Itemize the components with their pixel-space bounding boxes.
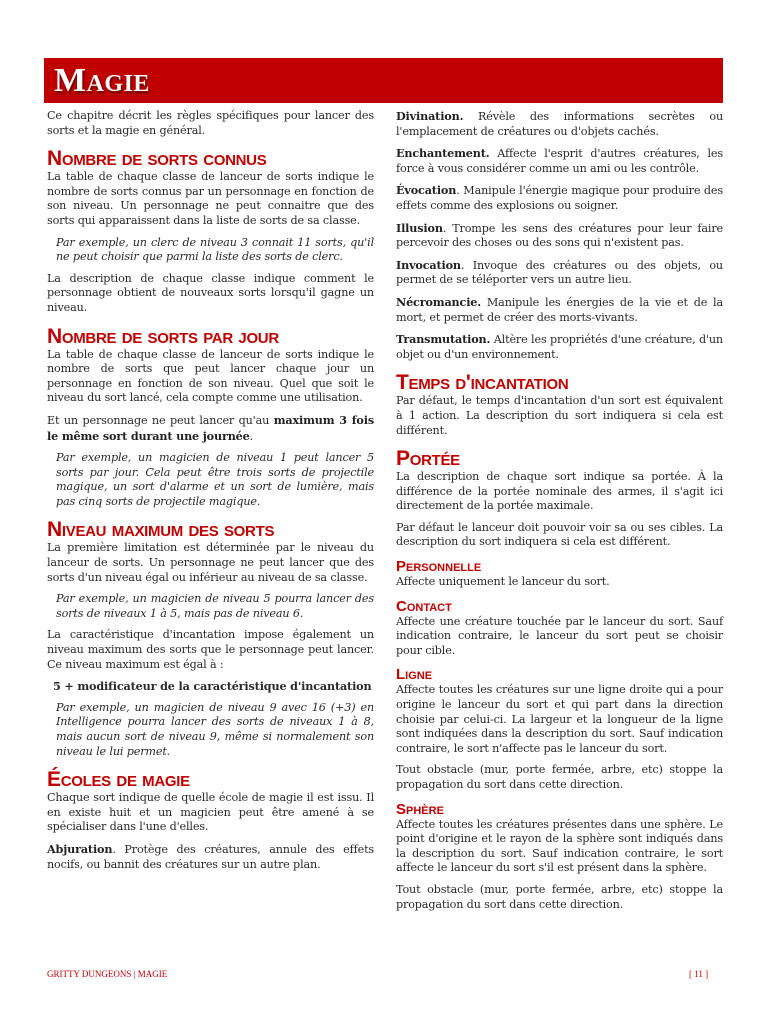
- paragraph: Tout obstacle (mur, porte fermée, arbre, etc) stoppe la propagation du sort dans cette direction.: [396, 882, 723, 911]
- school-name: Invocation: [396, 257, 461, 272]
- intro-paragraph: Ce chapitre décrit les règles spécifiques pour lancer des sorts et la magie en général.: [47, 109, 374, 137]
- paragraph: La caractéristique d'incantation impose également un niveau maximum des sorts que le personnage peut lancer. Ce niveau maximum est égal à :: [47, 628, 374, 671]
- school-divination: [396, 109, 723, 139]
- subheading-personnelle: Personnelle: [396, 558, 482, 576]
- school-name: Illusion: [396, 220, 443, 235]
- paragraph: Par défaut le lanceur doit pouvoir voir sa ou ses cibles. La description du sort indiquera si cela est différent.: [396, 520, 723, 549]
- school-text: Altère les propriétés d'une créature, d'un objet ou d'un environnement.: [396, 333, 723, 361]
- school-name: Divination.: [396, 109, 464, 123]
- paragraph: Chaque sort indique de quelle école de magie il est issu. Il en existe huit et un magicien peut être amené à se spécialiser dans l'une d'elles.: [47, 791, 374, 834]
- school-name: Enchantement.: [396, 146, 490, 161]
- paragraph: La description de chaque sort indique sa portée. À la différence de la portée nominale des armes, il s'agit ici directement de la portée maximale.: [396, 470, 723, 513]
- school-text: . Invoque des créatures ou des objets, ou permet de se téléporter vers un autre lieu.: [396, 258, 723, 287]
- school-text: Manipule les énergies de la vie et de la mort, et permet de créer des morts-vivants.: [396, 295, 723, 324]
- paragraph: Affecte toutes les créatures présentes dans une sphère. Le point d'origine et le rayon de la sphère sont indiqués dans la description du sort. Sauf indication contraire, le sort affecte le lanceur du sort s'il est présent dans la sphère.: [396, 817, 723, 875]
- school-text: Révèle des informations secrètes ou l'emplacement de créatures ou d'objets cachés.: [396, 110, 723, 138]
- page-number: [ 11 ]: [689, 969, 709, 979]
- example-paragraph: Par exemple, un clerc de niveau 3 connait 11 sorts, qu'il ne peut choisir que parmi la liste des sorts de clerc.: [56, 235, 374, 264]
- school-text: Affecte l'esprit d'autres créatures, les force à vous considérer comme un ami ou les contrôle.: [396, 147, 723, 175]
- school-enchantement: [396, 146, 723, 176]
- heading-ecoles-de-magie: Écoles de magie: [47, 768, 190, 792]
- paragraph: La première limitation est déterminée par le niveau du lanceur de sorts. Un personnage ne peut lancer que des sorts d'un niveau égal ou inférieur au niveau de sa classe.: [47, 541, 374, 584]
- text-span: .: [249, 429, 254, 443]
- chapter-title: Magie: [54, 62, 150, 99]
- paragraph-maximum: [47, 413, 374, 444]
- paragraph: Par défaut, le temps d'incantation d'un sort est équivalent à 1 action. La description du sort indiquera si cela est différent.: [396, 394, 723, 437]
- heading-niveau-maximum: Niveau maximum des sorts: [47, 518, 275, 542]
- school-name: Abjuration: [47, 841, 113, 856]
- example-paragraph: Par exemple, un magicien de niveau 9 avec 16 (+3) en Intelligence pourra lancer des sorts de niveaux 1 à 8, mais aucun sort de niveau 9, même si normalement son niveau le lui permet.: [56, 700, 374, 758]
- paragraph: Affecte une créature touchée par le lanceur du sort. Sauf indication contraire, le lanceur du sort peut se choisir pour cible.: [396, 614, 723, 657]
- school-name: Transmutation.: [396, 332, 491, 347]
- paragraph: Affecte toutes les créatures sur une ligne droite qui a pour origine le lanceur du sort et qui part dans la direction choisie par celui-ci. La largeur et la longueur de la ligne sont indiquées dans la description du sort. Sauf indication contraire, le sort n'affecte pas le lanceur du sort.: [396, 683, 723, 755]
- paragraph: La table de chaque classe de lanceur de sorts indique le nombre de sorts que peut lancer chaque jour un personnage en fonction de son niveau. Quel que soit le niveau du sort lancé, cela compte comme une utilisation.: [47, 347, 374, 405]
- school-text: . Trompe les sens des créatures pour leur faire percevoir des choses ou des sons qui n'existent pas.: [396, 221, 723, 250]
- heading-temps-incantation: Temps d'incantation: [396, 371, 569, 395]
- footer-book-title: GRITTY DUNGEONS | MAGIE: [47, 969, 168, 979]
- right-column: [396, 109, 723, 919]
- bold-text: maximum 3 fois le même sort durant une journée: [47, 412, 374, 443]
- school-name: Évocation: [396, 183, 457, 198]
- school-abjuration: [47, 842, 374, 872]
- subheading-sphere: Sphère: [396, 800, 444, 818]
- formula: 5 + modificateur de la caractéristique d'incantation: [53, 679, 372, 694]
- subheading-ligne: Ligne: [396, 666, 433, 684]
- example-paragraph: Par exemple, un magicien de niveau 1 peut lancer 5 sorts par jour. Cela peut être trois sorts de projectile magique, un sort d'alarme et un sort de lumière, mais pas cinq sorts de projectile magique.: [56, 451, 374, 508]
- school-evocation: [396, 183, 723, 213]
- paragraph: La description de chaque classe indique comment le personnage obtient de nouveaux sorts lorsqu'il gagne un niveau.: [47, 271, 374, 314]
- heading-nombre-sorts-par-jour: Nombre de sorts par jour: [47, 324, 279, 348]
- school-necromancie: [396, 295, 723, 325]
- left-column: [47, 109, 374, 879]
- paragraph: Affecte uniquement le lanceur du sort.: [396, 575, 610, 589]
- subheading-contact: Contact: [396, 597, 452, 615]
- school-text: . Manipule l'énergie magique pour produire des effets comme des explosions ou soigner.: [396, 184, 723, 212]
- example-paragraph: Par exemple, un magicien de niveau 5 pourra lancer des sorts de niveaux 1 à 5, mais pas de niveau 6.: [56, 592, 374, 620]
- school-illusion: [396, 221, 723, 251]
- school-name: Nécromancie.: [396, 294, 482, 309]
- school-text: . Protège des créatures, annule des effets nocifs, ou bannit des créatures sur un autre plan.: [47, 842, 374, 871]
- school-invocation: [396, 258, 723, 288]
- paragraph: Tout obstacle (mur, porte fermée, arbre, etc) stoppe la propagation du sort dans cette direction.: [396, 763, 723, 791]
- text-span: Et un personnage ne peut lancer qu'au: [47, 413, 274, 427]
- chapter-title-bar: [44, 58, 723, 103]
- school-transmutation: [396, 332, 723, 362]
- heading-nombre-sorts-connus: Nombre de sorts connus: [47, 147, 267, 171]
- paragraph: La table de chaque classe de lanceur de sorts indique le nombre de sorts connus par un personnage en fonction de son niveau. Un personnage ne peut connaitre que des sorts qui apparaissent dans la liste de sorts de sa classe.: [47, 170, 374, 227]
- heading-portee: Portée: [396, 447, 460, 471]
